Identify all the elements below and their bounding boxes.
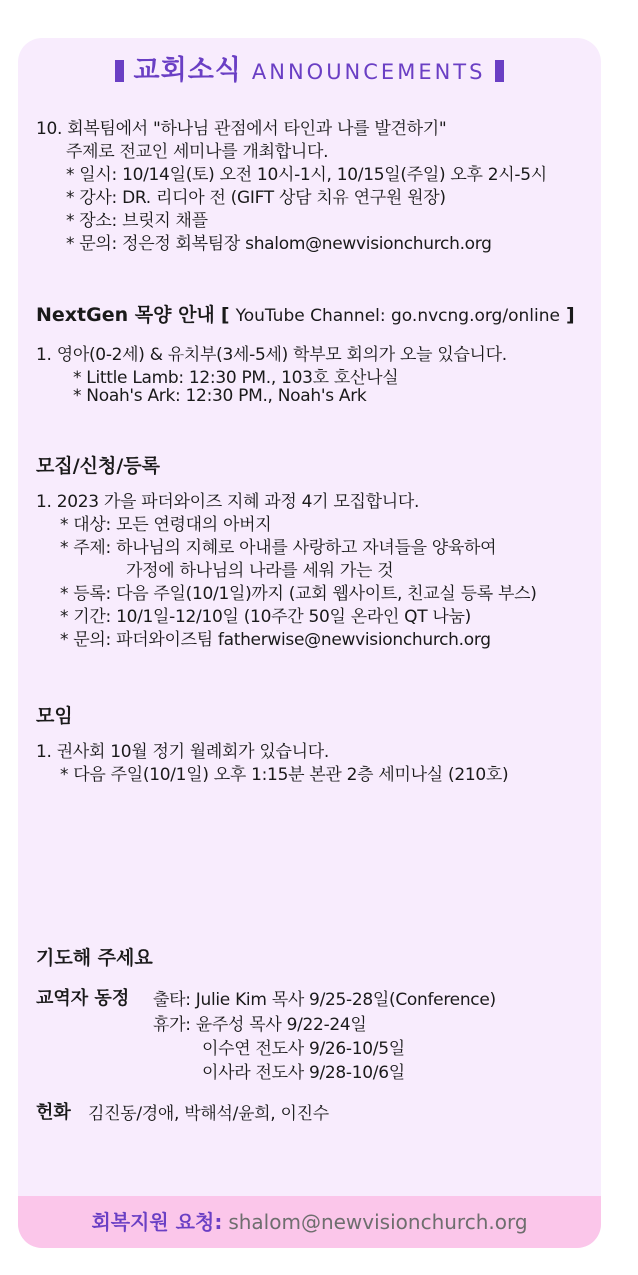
staff-trip: 출타: Julie Kim 목사 9/25-28일(Conference) <box>153 990 496 1010</box>
meeting-heading: 모임 <box>36 705 73 727</box>
recruit-theme2: 가정에 하나님의 나라를 세워 가는 것 <box>126 561 394 581</box>
meeting-detail: * 다음 주일(10/1일) 오후 1:15분 본관 2층 세미나실 (210호) <box>60 765 509 785</box>
header-bar-right <box>495 60 504 82</box>
item10-line2: 주제로 전교인 세미나를 개최합니다. <box>66 142 329 162</box>
staff-label: 교역자 동정 <box>36 988 130 1009</box>
announcements-header <box>18 48 601 87</box>
youtube-channel-link[interactable]: YouTube Channel: go.nvcng.org/online <box>235 306 560 326</box>
recruit-contact: * 문의: 파더와이즈팀 fatherwise@newvisionchurch.org <box>60 630 491 650</box>
item10-line1: 10. 회복팀에서 "하나님 관점에서 타인과 나를 발견하기" <box>36 119 447 139</box>
recruit-period: * 기간: 10/1일-12/10일 (10주간 50일 온라인 QT 나눔) <box>60 607 472 627</box>
footer-label: 회복지원 요청: <box>91 1210 223 1234</box>
nextgen-item1: 1. 영아(0-2세) & 유치부(3세-5세) 학부모 회의가 오늘 있습니다. <box>36 345 507 365</box>
nextgen-title: NextGen 목양 안내 <box>36 304 215 326</box>
item10-contact: * 문의: 정은정 회복팀장 shalom@newvisionchurch.org <box>66 234 492 254</box>
footer-email-link[interactable]: shalom@newvisionchurch.org <box>228 1210 528 1234</box>
recruit-target: * 대상: 모든 연령대의 아버지 <box>60 515 272 535</box>
prayer-heading: 기도해 주세요 <box>36 947 153 969</box>
nextgen-little-lamb: * Little Lamb: 12:30 PM., 103호 호산나실 <box>73 368 399 388</box>
staff-vacation1: 휴가: 윤주성 목사 9/22-24일 <box>153 1015 367 1035</box>
staff-vacation2: 이수연 전도사 9/26-10/5일 <box>202 1039 405 1059</box>
recruit-heading: 모집/신청/등록 <box>36 455 161 477</box>
item10-speaker: * 강사: DR. 리디아 전 (GIFT 상담 치유 연구원 원장) <box>66 188 446 208</box>
bracket-close: ] <box>565 304 575 326</box>
item10-date: * 일시: 10/14일(토) 오전 10시-1시, 10/15일(주일) 오후 2시-5시 <box>66 165 547 185</box>
header-bar-left <box>115 60 124 82</box>
nextgen-heading <box>36 300 575 327</box>
flowers-names: 김진동/경애, 박해석/윤희, 이진수 <box>88 1104 329 1124</box>
header-title-ko: 교회소식 <box>133 55 242 86</box>
header-title-en: ANNOUNCEMENTS <box>251 60 486 84</box>
meeting-item1: 1. 권사회 10월 정기 월례회가 있습니다. <box>36 742 329 762</box>
announcement-card <box>18 38 601 1248</box>
recruit-theme1: * 주제: 하나님의 지혜로 아내를 사랑하고 자녀들을 양육하여 <box>60 538 497 558</box>
bracket-open: [ <box>220 304 230 326</box>
staff-vacation3: 이사라 전도사 9/28-10/6일 <box>202 1063 405 1083</box>
recruit-register: * 등록: 다음 주일(10/1일)까지 (교회 웹사이트, 친교실 등록 부스) <box>60 584 537 604</box>
flowers-label: 헌화 <box>36 1102 71 1123</box>
footer-bar <box>18 1196 601 1248</box>
nextgen-noahs-ark: * Noah's Ark: 12:30 PM., Noah's Ark <box>73 386 367 406</box>
item10-place: * 장소: 브릿지 채플 <box>66 211 208 231</box>
recruit-item1: 1. 2023 가을 파더와이즈 지혜 과정 4기 모집합니다. <box>36 492 420 512</box>
